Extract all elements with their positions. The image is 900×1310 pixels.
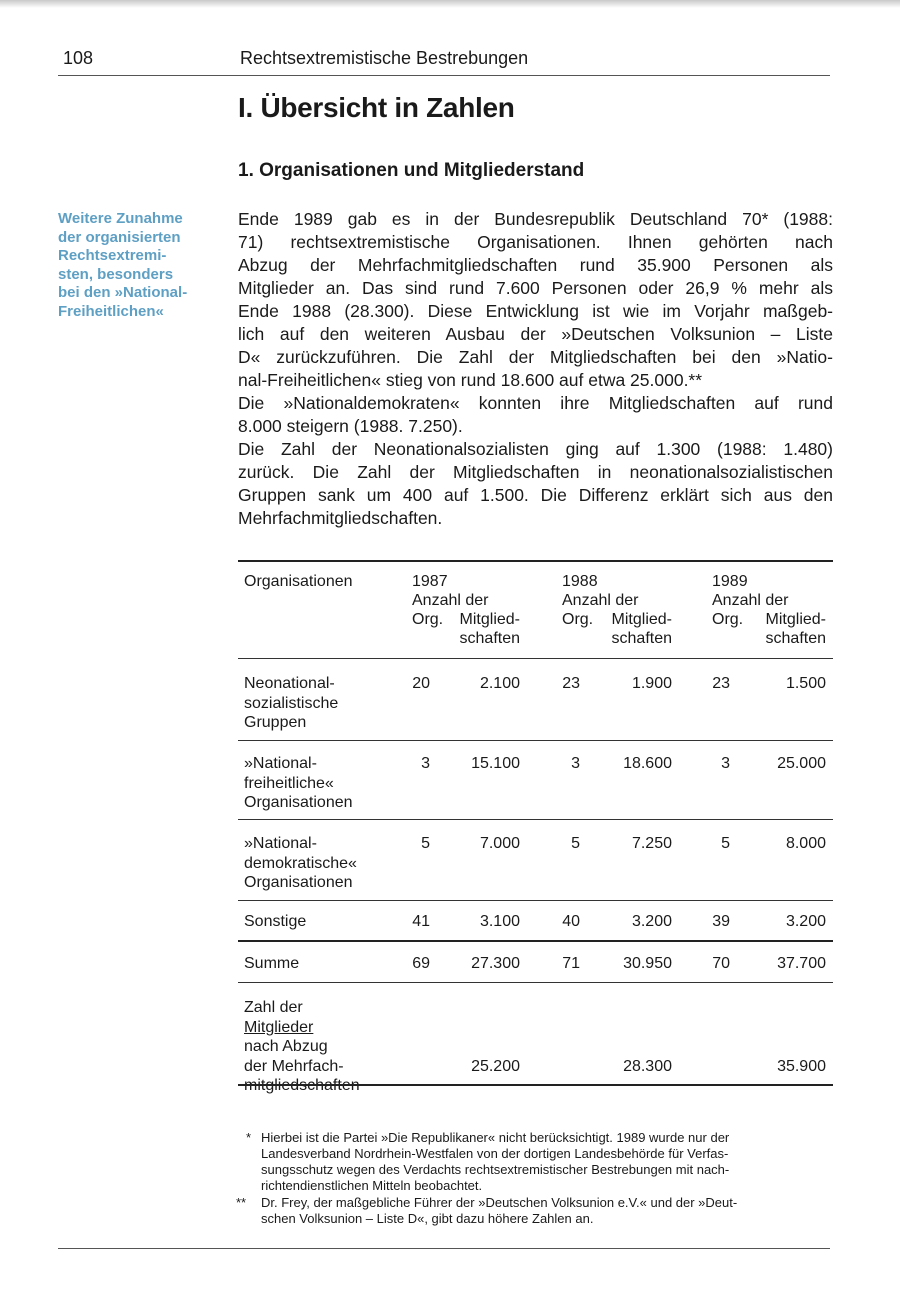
table-top-rule bbox=[238, 560, 833, 562]
column-subheader-org: Org. bbox=[712, 611, 744, 628]
table-row-label bbox=[244, 912, 306, 932]
column-header-year: 1989 bbox=[712, 573, 748, 590]
table-cell: 15.100 bbox=[471, 755, 520, 772]
column-subheader-org: Org. bbox=[412, 611, 444, 628]
body-line: lich auf den weiteren Ausbau der »Deutschen Volksunion – Liste bbox=[238, 324, 833, 344]
column-header-organisations: Organisationen bbox=[244, 573, 353, 590]
column-subheader-members: Mitglied- bbox=[459, 611, 520, 628]
subsection-heading: 1. Organisationen und Mitgliederstand bbox=[238, 160, 585, 181]
footnote-line: richtendienstlichen Mitteln beobachtet. bbox=[261, 1178, 483, 1193]
row-label-line: nach Abzug bbox=[244, 1038, 328, 1055]
table-row-label bbox=[244, 674, 338, 733]
row-label-line: mitgliedschaften bbox=[244, 1077, 360, 1094]
table-cell: 8.000 bbox=[785, 835, 826, 852]
row-label-line: demokratische« bbox=[244, 854, 357, 872]
footnote-line: Dr. Frey, der maßgebliche Führer der »Deutschen Volksunion e.V.« und der »Deut- bbox=[261, 1195, 738, 1210]
table-cell: 25.200 bbox=[471, 1058, 520, 1075]
footnotes bbox=[236, 1130, 834, 1228]
body-line: D« zurückzuführen. Die Zahl der Mitgliedschaften bei den »Natio- bbox=[238, 347, 833, 367]
row-label-line: »National- bbox=[244, 755, 317, 772]
table-cell: 2.100 bbox=[479, 675, 520, 692]
margin-note-line: Freiheitlichen« bbox=[58, 302, 164, 320]
row-label-line: Organisationen bbox=[244, 794, 353, 811]
table-cell: 28.300 bbox=[623, 1058, 672, 1075]
row-label-line: Sonstige bbox=[244, 913, 307, 930]
table-cell: 69 bbox=[412, 955, 430, 972]
table-row-rule bbox=[238, 900, 833, 901]
table-cell: 37.700 bbox=[777, 955, 826, 972]
body-line: Mehrfachmitgliedschaften. bbox=[238, 508, 443, 528]
footnote-mark: ** bbox=[236, 1195, 247, 1210]
table-row-rule bbox=[238, 819, 833, 820]
body-line: Gruppen sank um 400 auf 1.500. Die Differenz erklärt sich aus den bbox=[238, 485, 833, 505]
table-cell: 3 bbox=[571, 755, 580, 772]
page-number: 108 bbox=[63, 48, 94, 68]
running-title: Rechtsextremistische Bestrebungen bbox=[240, 48, 529, 68]
table-cell: 5 bbox=[721, 835, 730, 852]
table-cell: 7.250 bbox=[631, 835, 672, 852]
body-paragraph bbox=[238, 208, 833, 530]
scan-top-edge bbox=[0, 0, 900, 8]
margin-note-line: der organisierten bbox=[58, 228, 181, 246]
table-cell: 3 bbox=[421, 755, 430, 772]
column-subheader-members-2: schaften bbox=[765, 630, 826, 647]
table-cell: 3 bbox=[721, 755, 730, 772]
table-row-rule bbox=[238, 740, 833, 741]
column-subheader-members-2: schaften bbox=[459, 630, 520, 647]
table-cell: 20 bbox=[412, 675, 430, 692]
margin-note-line: Weitere Zunahme bbox=[58, 210, 183, 227]
table-row-label bbox=[244, 998, 360, 1096]
table-cell: 41 bbox=[412, 913, 430, 930]
table-row-rule bbox=[238, 982, 833, 983]
footnote-line: Landesverband Nordrhein-Westfalen von der dortigen Landesbehörde für Verfas- bbox=[261, 1146, 729, 1161]
body-line: zurück. Die Zahl der Mitgliedschaften in neonationalsozialistischen bbox=[238, 462, 833, 482]
table-cell: 23 bbox=[712, 675, 730, 692]
table-cell: 3.200 bbox=[631, 913, 672, 930]
margin-note-line: Rechtsextremi- bbox=[58, 247, 167, 264]
row-label-underlined: Mitglieder bbox=[244, 1018, 314, 1036]
row-label-line: »National- bbox=[244, 835, 317, 852]
footnote bbox=[246, 1130, 834, 1194]
margin-note-line: bei den »National- bbox=[58, 284, 188, 301]
margin-note-line: sten, besonders bbox=[58, 265, 174, 283]
margin-note bbox=[58, 210, 218, 321]
header-rule bbox=[58, 75, 830, 76]
row-label-line: Summe bbox=[244, 955, 300, 972]
column-subheader: Anzahl der bbox=[712, 592, 789, 609]
table-cell: 25.000 bbox=[777, 755, 826, 772]
table-cell: 3.200 bbox=[785, 913, 826, 930]
table-cell: 71 bbox=[562, 955, 580, 972]
row-label-line: sozialistische bbox=[244, 694, 339, 712]
footnote-line: Hierbei ist die Partei »Die Republikaner« nicht berücksichtigt. 1989 wurde nur der bbox=[261, 1130, 730, 1145]
table-cell: 30.950 bbox=[623, 955, 672, 972]
row-label-line: freiheitliche« bbox=[244, 774, 334, 792]
table-cell: 5 bbox=[571, 835, 580, 852]
body-line: 71) rechtsextremistische Organisationen. Ihnen gehörten nach bbox=[238, 232, 833, 252]
row-label-text: Zahl der bbox=[244, 999, 303, 1016]
table-header-rule bbox=[238, 658, 833, 659]
footnote-line: schen Volksunion – Liste D«, gibt dazu höhere Zahlen an. bbox=[261, 1211, 594, 1226]
body-line: Abzug der Mehrfachmitgliedschaften rund 35.900 Personen als bbox=[238, 255, 833, 275]
footnote bbox=[236, 1195, 834, 1227]
row-label-line: Organisationen bbox=[244, 874, 353, 891]
row-label-line: Gruppen bbox=[244, 714, 307, 731]
column-header-year: 1987 bbox=[412, 573, 448, 590]
body-line: Die Zahl der Neonationalsozialisten ging auf 1.300 (1988: 1.480) bbox=[238, 439, 833, 459]
body-line: 8.000 steigern (1988. 7.250). bbox=[238, 416, 463, 436]
body-line: Ende 1989 gab es in der Bundesrepublik Deutschland 70* (1988: bbox=[238, 209, 833, 229]
table-row-label bbox=[244, 754, 353, 813]
body-line: Die »Nationaldemokraten« konnten ihre Mitgliedschaften auf rund bbox=[238, 393, 833, 413]
table-cell: 35.900 bbox=[777, 1058, 826, 1075]
table-cell: 18.600 bbox=[623, 755, 672, 772]
table-bottom-rule bbox=[238, 1084, 833, 1086]
column-subheader-org: Org. bbox=[562, 611, 594, 628]
table-cell: 1.900 bbox=[631, 675, 672, 692]
footnote-mark: * bbox=[246, 1130, 252, 1145]
table-cell: 1.500 bbox=[785, 675, 826, 692]
footnote-line: sungsschutz wegen des Verdachts rechtsextremistischer Bestrebungen mit nach- bbox=[261, 1162, 730, 1177]
section-heading: I. Übersicht in Zahlen bbox=[238, 92, 515, 123]
column-header-year: 1988 bbox=[562, 573, 598, 590]
table-cell: 40 bbox=[562, 913, 580, 930]
statistics-table bbox=[238, 560, 833, 1094]
table-cell: 70 bbox=[712, 955, 730, 972]
body-line: Mitglieder an. Das sind rund 7.600 Personen oder 26,9 % mehr als bbox=[238, 278, 833, 298]
table-row-label bbox=[244, 954, 299, 974]
table-cell: 7.000 bbox=[479, 835, 520, 852]
table-cell: 27.300 bbox=[471, 955, 520, 972]
footer-rule bbox=[58, 1248, 830, 1249]
table-sum-rule bbox=[238, 940, 833, 942]
body-line: nal-Freiheitlichen« stieg von rund 18.600 auf etwa 25.000.** bbox=[238, 370, 703, 390]
column-subheader: Anzahl der bbox=[412, 592, 489, 609]
column-subheader-members: Mitglied- bbox=[611, 611, 672, 628]
row-label-line: der Mehrfach- bbox=[244, 1057, 344, 1075]
table-cell: 5 bbox=[421, 835, 430, 852]
table-cell: 39 bbox=[712, 913, 730, 930]
table-row-label bbox=[244, 834, 357, 893]
row-label-line: Neonational- bbox=[244, 675, 335, 692]
column-subheader: Anzahl der bbox=[562, 592, 639, 609]
table-cell: 23 bbox=[562, 675, 580, 692]
column-subheader-members-2: schaften bbox=[611, 630, 672, 647]
table-cell: 3.100 bbox=[479, 913, 520, 930]
body-line: Ende 1988 (28.300). Diese Entwicklung ist wie im Vorjahr maßgeb- bbox=[238, 301, 833, 321]
column-subheader-members: Mitglied- bbox=[765, 611, 826, 628]
row-label-line bbox=[244, 998, 360, 1037]
